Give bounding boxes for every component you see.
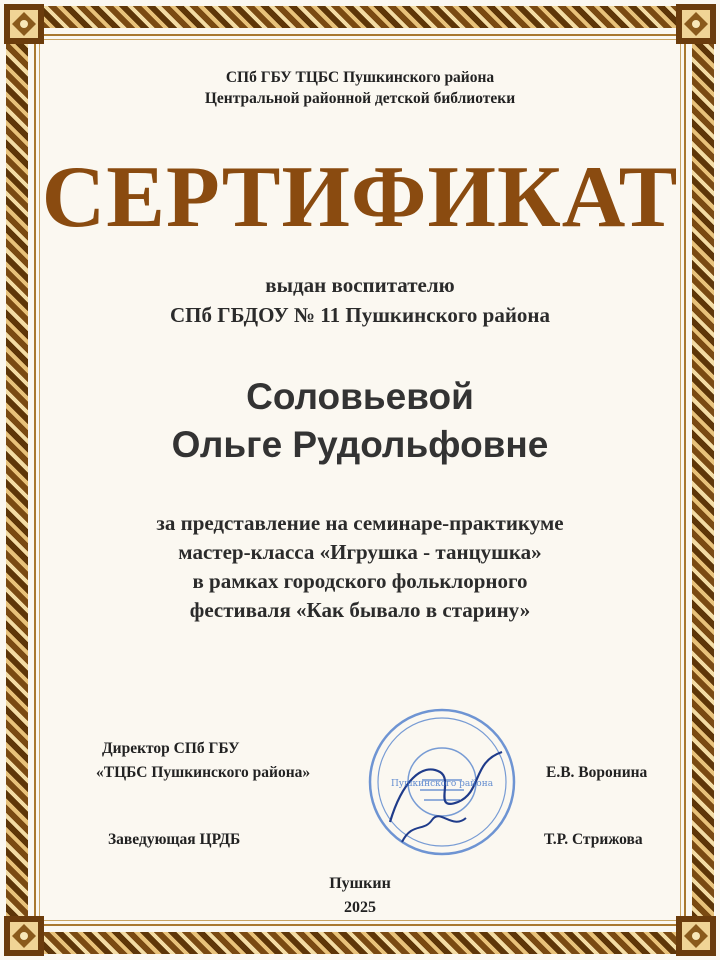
reason-line-4: фестиваля «Как бывало в старину» — [189, 598, 531, 622]
recipient-surname: Соловьевой — [246, 376, 474, 417]
corner-ornament-icon — [674, 2, 718, 46]
corner-ornament-icon — [2, 914, 46, 958]
reason-line-1: за представление на семинаре-практикуме — [156, 511, 564, 535]
director-name: Е.В. Воронина — [546, 764, 648, 781]
award-reason — [0, 509, 720, 625]
place-and-year — [0, 872, 720, 920]
reason-line-3: в рамках городского фольклорного — [192, 569, 528, 593]
director-title-2: «ТЦБС Пушкинского района» — [96, 764, 311, 781]
issued-to-block — [0, 270, 720, 330]
stamp-text: Пушкинского района — [390, 779, 494, 789]
city: Пушкин — [329, 875, 391, 892]
issued-line-2: СПб ГБДОУ № 11 Пушкинского района — [169, 303, 551, 327]
certificate-title: СЕРТИФИКАТ — [41, 149, 679, 246]
issued-line-1: выдан воспитателю — [265, 273, 455, 297]
year: 2025 — [344, 899, 376, 916]
organization-header — [0, 67, 720, 109]
head-title: Заведующая ЦРДБ — [108, 831, 241, 848]
recipient-name — [0, 373, 720, 469]
seal-stamp-icon — [362, 702, 522, 862]
reason-line-2: мастер-класса «Игрушка - танцушка» — [178, 540, 542, 564]
director-title-1: Директор СПб ГБУ — [102, 740, 240, 757]
org-line-1: СПб ГБУ ТЦБС Пушкинского района — [225, 69, 495, 86]
corner-ornament-icon — [674, 914, 718, 958]
org-line-2: Центральной районной детской библиотеки — [204, 90, 516, 107]
recipient-given-name: Ольге Рудольфовне — [171, 424, 549, 465]
corner-ornament-icon — [2, 2, 46, 46]
head-name: Т.Р. Стрижова — [544, 831, 643, 848]
